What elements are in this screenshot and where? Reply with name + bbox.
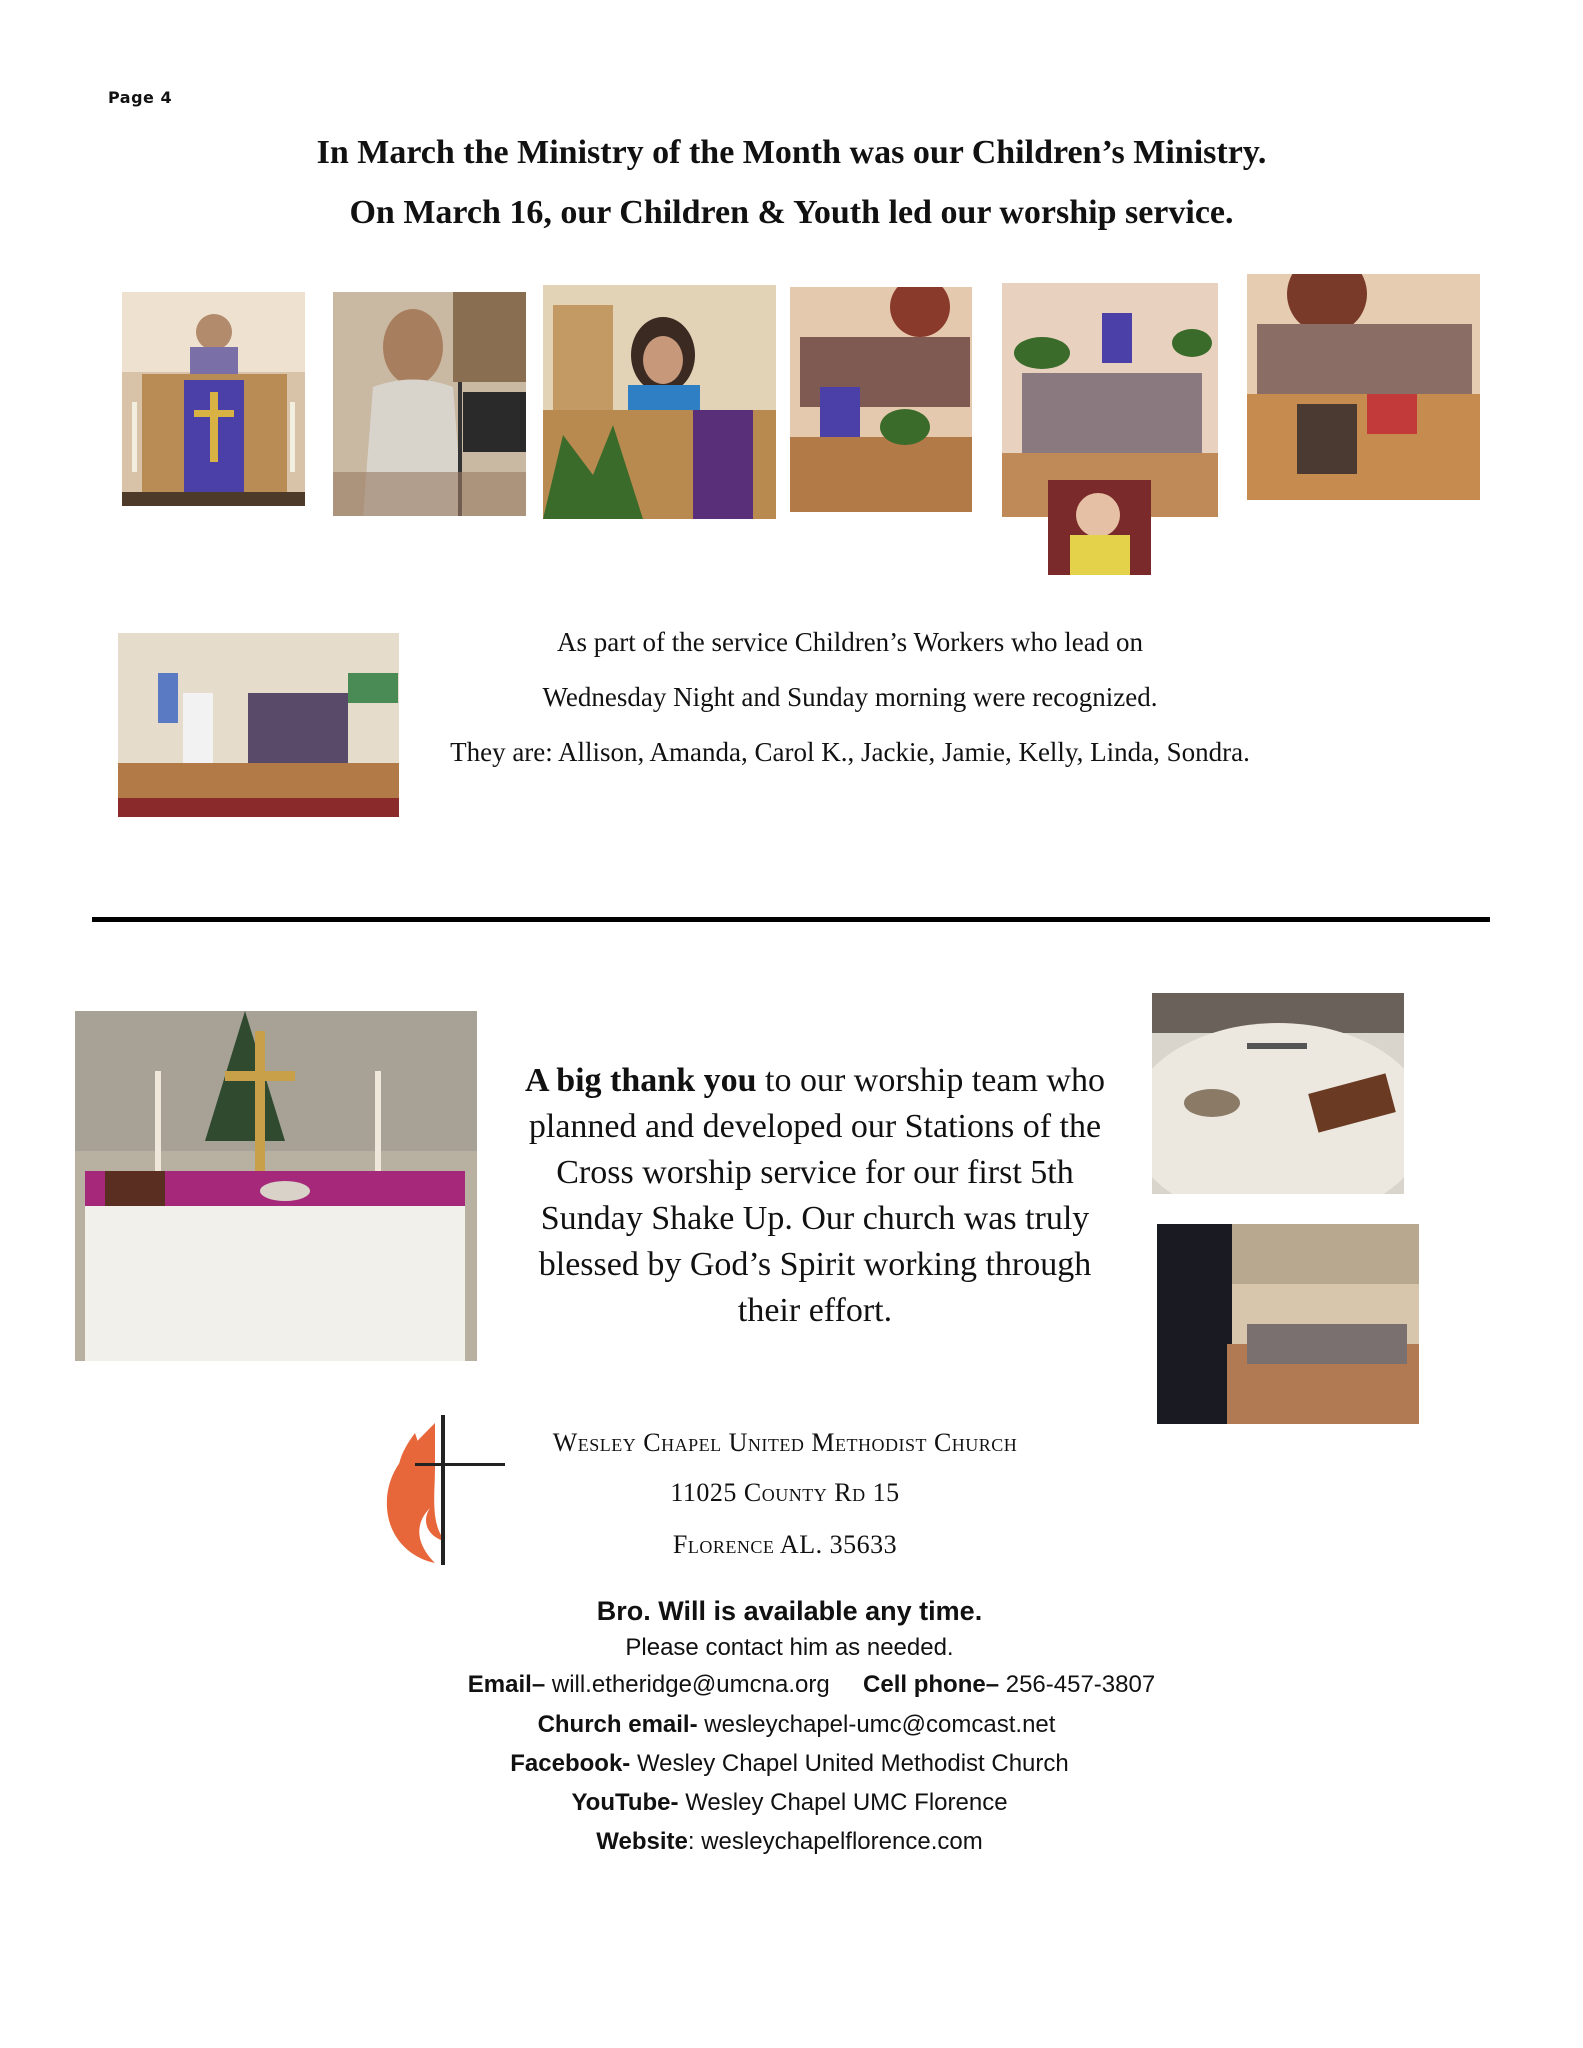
photo-congregation-standing [790,287,972,512]
youtube-label: YouTube- [571,1789,679,1816]
photo-baby [1048,480,1151,575]
photo-young-woman-at-pulpit [543,285,776,519]
photo-stations-altar [75,1011,477,1361]
photo-table-with-nails [1152,993,1404,1194]
youtube-line [0,1789,1581,1817]
church-address-line-1: 11025 County Rd 15 [670,1478,900,1507]
email-and-phone-line [20,1671,1583,1699]
photo-congregation-in-pews [1247,274,1480,500]
contact-subline: Please contact him as needed. [625,1634,954,1661]
workers-recognition-text [330,615,1370,780]
facebook-label: Facebook- [510,1750,631,1777]
recognition-line-3: They are: Allison, Amanda, Carol K., Jackie, Jamie, Kelly, Linda, Sondra. [450,737,1250,767]
page-number: Page 4 [108,88,173,107]
photo-girl-at-altar [122,292,305,506]
cell-value[interactable]: 256-457-3807 [999,1671,1156,1698]
website-label: Website [596,1828,688,1855]
thank-you-rest: to our worship team who planned and developed our Stations of the Cross worship service for our first 5th Sunday Shake Up. Our church was truly blessed by God’s Spirit working through their effort. [528,1062,1105,1329]
photo-fellowship-hall [1157,1224,1419,1424]
section-divider [92,917,1490,922]
recognition-line-1: As part of the service Children’s Workers who lead on [557,627,1143,657]
website-value[interactable]: : wesleychapelflorence.com [687,1828,983,1855]
church-name: Wesley Chapel United Methodist Church [552,1428,1018,1457]
email-label: Email– [467,1671,546,1698]
thank-you-bold: A big thank you [525,1062,757,1099]
cell-label: Cell phone– [863,1671,1000,1698]
email-value[interactable]: will.etheridge@umcna.org [545,1671,830,1698]
headline-line-2: On March 16, our Children & Youth led our worship service. [349,194,1234,231]
headline-line-1: In March the Ministry of the Month was our Children’s Ministry. [316,134,1267,171]
facebook-value[interactable]: Wesley Chapel United Methodist Church [630,1750,1069,1777]
church-email-line [5,1711,1583,1739]
contact-headline: Bro. Will is available any time. [596,1596,983,1626]
church-address-line-2: Florence AL. 35633 [672,1530,898,1559]
recognition-line-2: Wednesday Night and Sunday morning were recognized. [542,682,1158,712]
photo-girl-at-microphone [333,292,526,516]
thank-you-paragraph [505,1058,1125,1334]
website-line [0,1828,1581,1856]
church-email-label: Church email- [537,1711,698,1738]
facebook-line [0,1750,1581,1778]
church-email-value[interactable]: wesleychapel-umc@comcast.net [697,1711,1056,1738]
youtube-value[interactable]: Wesley Chapel UMC Florence [678,1789,1008,1816]
